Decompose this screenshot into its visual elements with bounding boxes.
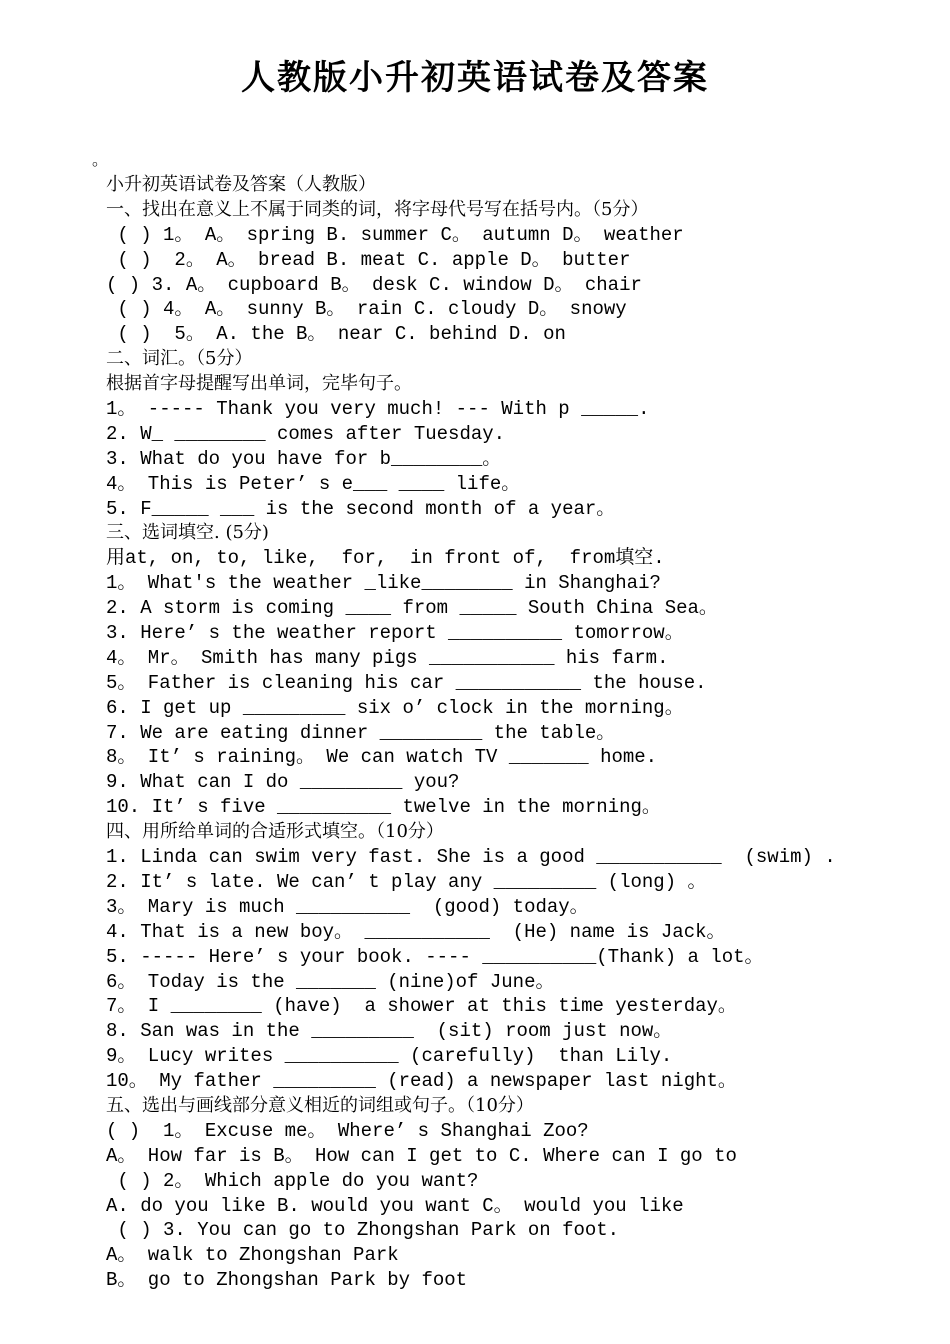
section-heading: 四、用所给单词的合适形式填空。（10分）	[106, 821, 444, 843]
exam-line: ( ) 1。 Excuse me。 Where’ s Shanghai Zoo?	[106, 1119, 589, 1142]
exam-line: ( ) 3. A。 cupboard B。 desk C. window D。 chair	[106, 273, 642, 296]
exam-line: 3。 Mary is much __________ (good) today。	[106, 895, 589, 918]
exam-line: 1。 What's the weather _like________ in Shanghai?	[106, 572, 661, 595]
exam-line: 3. What do you have for b________。	[106, 447, 502, 470]
exam-line: 2. It’ s late. We can’ t play any _________ (long) 。	[106, 870, 707, 893]
exam-line: 4。 Mr。 Smith has many pigs ___________ his farm.	[106, 646, 669, 669]
exam-line: 6. I get up _________ six o’ clock in the morning。	[106, 696, 684, 719]
exam-line: 2. A storm is coming ____ from _____ South China Sea。	[106, 597, 718, 620]
exam-line: 8。 It’ s raining。 We can watch TV _______ home.	[106, 746, 658, 769]
exam-line: ( ) 4。 A。 sunny B。 rain C. cloudy D。 snowy	[106, 298, 627, 321]
page-title: 人教版小升初英语试卷及答案	[241, 58, 709, 98]
exam-line: 7. We are eating dinner _________ the table。	[106, 721, 616, 744]
exam-line: 5. F_____ ___ is the second month of a year。	[106, 497, 616, 520]
exam-line: A。 How far is B。 How can I get to C. Where can I go to	[106, 1144, 737, 1167]
exam-line: 5. ----- Here’ s your book. ---- __________(Thank) a lot。	[106, 945, 764, 968]
exam-line: 3. Here’ s the weather report __________ tomorrow。	[106, 622, 684, 645]
section-heading: 二、词汇。（5分）	[106, 348, 253, 370]
exam-line: 4. That is a new boy。 ___________ (He) name is Jack。	[106, 920, 726, 943]
section-heading: 根据首字母提醒写出单词，完毕句子。	[106, 373, 412, 395]
section-heading: 一、找出在意义上不属于同类的词，将字母代号写在括号内。（5分）	[106, 198, 649, 220]
exam-line: 9。 Lucy writes __________ (carefully) than Lily.	[106, 1045, 673, 1068]
exam-line: 7。 I ________ (have) a shower at this time yesterday。	[106, 995, 737, 1018]
exam-line: 9. What can I do _________ you?	[106, 771, 460, 794]
exam-content	[106, 173, 936, 1293]
exam-line: ( ) 5。 A. the B。 near C. behind D. on	[106, 323, 566, 346]
exam-line: 4。 This is Peter’ s e___ ____ life。	[106, 472, 521, 495]
exam-line: 1。 ----- Thank you very much! --- With p _____.	[106, 398, 650, 421]
dot-mark: 。	[92, 150, 109, 169]
section-heading: 三、选词填空. (5分)	[106, 522, 269, 544]
exam-line: ( ) 3. You can go to Zhongshan Park on foot.	[106, 1219, 620, 1242]
exam-line: 8. San was in the _________ (sit) room just now。	[106, 1020, 673, 1043]
exam-line: A。 walk to Zhongshan Park	[106, 1244, 399, 1267]
exam-line: 5。 Father is cleaning his car ___________ the house.	[106, 671, 707, 694]
exam-line: B。 go to Zhongshan Park by foot	[106, 1269, 468, 1292]
exam-line: 10. It’ s five __________ twelve in the morning。	[106, 796, 661, 819]
exam-line: A. do you like B. would you want C。 would you like	[106, 1194, 684, 1217]
exam-line: 用at, on, to, like, for, in front of, from填空.	[106, 547, 665, 570]
section-heading: 小升初英语试卷及答案（人教版）	[106, 174, 376, 195]
exam-line: 1. Linda can swim very fast. She is a good ___________ (swim) .	[106, 846, 836, 869]
exam-line: ( ) 1。 A。 spring B. summer C。 autumn D。 weather	[106, 223, 684, 246]
exam-line: ( ) 2。 A。 bread B. meat C. apple D。 butter	[106, 248, 631, 271]
exam-line: 2. W_ ________ comes after Tuesday.	[106, 422, 506, 445]
exam-line: 10。 My father _________ (read) a newspaper last night。	[106, 1070, 737, 1093]
exam-line: ( ) 2。 Which apple do you want?	[106, 1169, 479, 1192]
exam-line: 6。 Today is the _______ (nine)of June。	[106, 970, 555, 993]
section-heading: 五、选出与画线部分意义相近的词组或句子。（10分）	[106, 1094, 534, 1116]
